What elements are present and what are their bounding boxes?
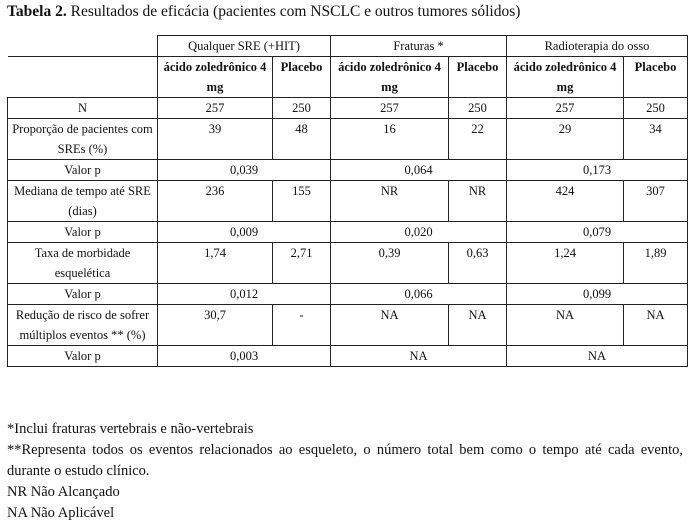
row-label: Taxa de morbidade esquelética bbox=[8, 243, 158, 284]
p-value-cell: 0,173 bbox=[507, 160, 688, 181]
table-row bbox=[8, 160, 688, 181]
row-label: N bbox=[8, 98, 158, 119]
value-cell: 155 bbox=[273, 181, 331, 222]
value-cell: 0,39 bbox=[331, 243, 449, 284]
p-value-cell: 0,003 bbox=[158, 346, 331, 367]
table-caption: Resultados de eficácia (pacientes com NSCLC e outros tumores sólidos) bbox=[66, 3, 521, 20]
value-cell: NA bbox=[624, 305, 688, 346]
p-value-cell: NA bbox=[507, 346, 688, 367]
p-value-cell: 0,020 bbox=[331, 222, 507, 243]
table-row bbox=[8, 119, 688, 160]
value-cell: 236 bbox=[158, 181, 273, 222]
corner-cell bbox=[8, 36, 158, 57]
value-cell: 250 bbox=[273, 98, 331, 119]
row-label: Mediana de tempo até SRE (dias) bbox=[8, 181, 158, 222]
value-cell: - bbox=[273, 305, 331, 346]
arm-header-drug: ácido zoledrônico 4 mg bbox=[331, 57, 449, 98]
value-cell: 1,74 bbox=[158, 243, 273, 284]
table-row bbox=[8, 222, 688, 243]
footnotes bbox=[7, 419, 683, 524]
value-cell: 307 bbox=[624, 181, 688, 222]
value-cell: NA bbox=[449, 305, 507, 346]
value-cell: 0,63 bbox=[449, 243, 507, 284]
p-value-cell: 0,066 bbox=[331, 284, 507, 305]
value-cell: 250 bbox=[624, 98, 688, 119]
value-cell: 424 bbox=[507, 181, 624, 222]
footnote-events: **Representa todos os eventos relacionados ao esqueleto, o número total bem como o tempo até cada evento, durante o estudo clínico. bbox=[7, 442, 683, 479]
efficacy-table bbox=[7, 35, 688, 367]
arm-header-placebo: Placebo bbox=[273, 57, 331, 98]
p-value-cell: 0,012 bbox=[158, 284, 331, 305]
table-row bbox=[8, 243, 688, 284]
table-row bbox=[8, 98, 688, 119]
p-value-cell: 0,039 bbox=[158, 160, 331, 181]
table-row bbox=[8, 181, 688, 222]
arm-header-row bbox=[8, 57, 688, 98]
footnote-nr: NR Não Alcançado bbox=[7, 484, 120, 500]
group-header-fractures: Fraturas * bbox=[331, 36, 507, 57]
footnote-na: NA Não Aplicável bbox=[7, 505, 115, 521]
value-cell: 1,89 bbox=[624, 243, 688, 284]
value-cell: 34 bbox=[624, 119, 688, 160]
corner-cell-2 bbox=[8, 57, 158, 98]
p-value-cell: 0,009 bbox=[158, 222, 331, 243]
footnote-fractures: *Inclui fraturas vertebrais e não-vertebrais bbox=[7, 421, 254, 437]
value-cell: 29 bbox=[507, 119, 624, 160]
value-cell: 257 bbox=[158, 98, 273, 119]
table-row bbox=[8, 284, 688, 305]
value-cell: 1,24 bbox=[507, 243, 624, 284]
arm-header-drug: ácido zoledrônico 4 mg bbox=[507, 57, 624, 98]
value-cell: NA bbox=[331, 305, 449, 346]
row-label: Redução de risco de sofrer múltiplos eventos ** (%) bbox=[8, 305, 158, 346]
p-value-cell: 0,099 bbox=[507, 284, 688, 305]
p-value-cell: NA bbox=[331, 346, 507, 367]
group-header-row bbox=[8, 36, 688, 57]
table-title bbox=[7, 3, 520, 21]
arm-header-placebo: Placebo bbox=[624, 57, 688, 98]
value-cell: NR bbox=[449, 181, 507, 222]
value-cell: 30,7 bbox=[158, 305, 273, 346]
p-value-cell: 0,064 bbox=[331, 160, 507, 181]
value-cell: NR bbox=[331, 181, 449, 222]
value-cell: 16 bbox=[331, 119, 449, 160]
value-cell: 22 bbox=[449, 119, 507, 160]
group-header-sre: Qualquer SRE (+HIT) bbox=[158, 36, 331, 57]
p-value-cell: 0,079 bbox=[507, 222, 688, 243]
row-label: Proporção de pacientes com SREs (%) bbox=[8, 119, 158, 160]
value-cell: 2,71 bbox=[273, 243, 331, 284]
row-label: Valor p bbox=[8, 284, 158, 305]
value-cell: 48 bbox=[273, 119, 331, 160]
value-cell: 257 bbox=[507, 98, 624, 119]
table-row bbox=[8, 346, 688, 367]
table-body bbox=[8, 98, 688, 367]
row-label: Valor p bbox=[8, 346, 158, 367]
value-cell: 257 bbox=[331, 98, 449, 119]
row-label: Valor p bbox=[8, 222, 158, 243]
value-cell: NA bbox=[507, 305, 624, 346]
group-header-radiotherapy: Radioterapia do osso bbox=[507, 36, 688, 57]
arm-header-drug: ácido zoledrônico 4 mg bbox=[158, 57, 273, 98]
table-number: Tabela 2. bbox=[7, 3, 67, 20]
row-label: Valor p bbox=[8, 160, 158, 181]
arm-header-placebo: Placebo bbox=[449, 57, 507, 98]
value-cell: 250 bbox=[449, 98, 507, 119]
value-cell: 39 bbox=[158, 119, 273, 160]
table-row bbox=[8, 305, 688, 346]
